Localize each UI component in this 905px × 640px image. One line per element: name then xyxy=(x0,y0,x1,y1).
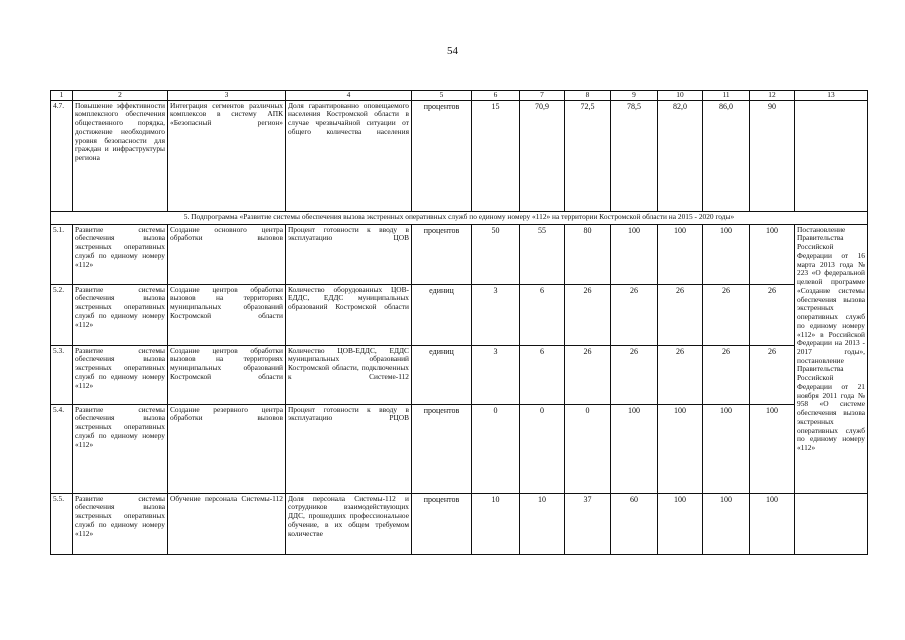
indicator-cell: Процент готовности к вводу в эксплуатацию РЦОВ xyxy=(286,404,412,493)
unit-cell: процентов xyxy=(412,100,472,211)
task-cell: Развитие системы обеспечения вызова экстренных оперативных служб по единому номеру «112» xyxy=(73,404,168,493)
header-cell: 1 xyxy=(51,91,73,101)
value-cell: 26 xyxy=(750,284,795,345)
value-cell: 10 xyxy=(520,493,565,554)
value-cell: 100 xyxy=(750,404,795,493)
unit-cell: процентов xyxy=(412,224,472,284)
value-cell: 26 xyxy=(703,284,750,345)
page-number: 54 xyxy=(447,45,458,57)
unit-cell: единиц xyxy=(412,284,472,345)
value-cell: 100 xyxy=(658,224,703,284)
empty-cell xyxy=(795,493,868,554)
value-cell: 0 xyxy=(472,404,520,493)
measure-cell: Создание центров обработки вызовов на территориях муниципальных образований Костромской области xyxy=(168,284,286,345)
value-cell: 6 xyxy=(520,284,565,345)
table-row-4-7 xyxy=(51,100,868,211)
header-cell: 2 xyxy=(73,91,168,101)
unit-cell: процентов xyxy=(412,493,472,554)
value-cell: 80 xyxy=(565,224,611,284)
indicator-cell: Доля гарантированно оповещаемого населения Костромской области в случае чрезвычайной ситуации от общего количества населения xyxy=(286,100,412,211)
measure-cell: Создание центров обработки вызовов на территориях муниципальных образований Костромской области xyxy=(168,345,286,404)
value-cell: 86,0 xyxy=(703,100,750,211)
value-cell: 3 xyxy=(472,345,520,404)
value-cell: 15 xyxy=(472,100,520,211)
table-row-5-2 xyxy=(51,284,868,345)
indicator-cell: Количество ЦОВ-ЕДДС, ЕДДС муниципальных образований Костромской области, подключенных к Системе-112 xyxy=(286,345,412,404)
value-cell: 90 xyxy=(750,100,795,211)
unit-cell: единиц xyxy=(412,345,472,404)
value-cell: 37 xyxy=(565,493,611,554)
value-cell: 10 xyxy=(472,493,520,554)
indicator-cell: Доля персонала Системы-112 и сотрудников взаимодействующих ДДС, прошедших профессиональное обучение, в их общем требуемом количестве xyxy=(286,493,412,554)
value-cell: 26 xyxy=(565,284,611,345)
value-cell: 100 xyxy=(703,224,750,284)
row-number: 5.1. xyxy=(51,224,73,284)
value-cell: 0 xyxy=(565,404,611,493)
table-row-5-3 xyxy=(51,345,868,404)
value-cell: 26 xyxy=(750,345,795,404)
header-cell: 13 xyxy=(795,91,868,101)
row-number: 4.7. xyxy=(51,100,73,211)
row-number: 5.2. xyxy=(51,284,73,345)
value-cell: 26 xyxy=(565,345,611,404)
column-number-row xyxy=(51,91,868,101)
table-row-5-4 xyxy=(51,404,868,493)
value-cell: 100 xyxy=(658,404,703,493)
subprogram-title: 5. Подпрограмма «Развитие системы обеспечения вызова экстренных оперативных служб по единому номеру «112» на территории Костромской области на 2015 - 2020 годы» xyxy=(51,211,868,224)
subprogram-row xyxy=(51,211,868,224)
row-number: 5.5. xyxy=(51,493,73,554)
legal-basis-cell: Постановление Правительства Российской Федерации от 16 марта 2013 года № 223 «О федеральной целевой программе «Создание системы обеспечения вызова экстренных оперативных служб по единому номеру «112» в Российской Федерации на 2013 - 2017 годы», постановление Правительства Российской Федерации от 21 ноября 2011 года № 958 «О системе обеспечения вызова экстренных оперативных служб по единому номеру «112» xyxy=(795,224,868,493)
value-cell: 100 xyxy=(611,224,658,284)
value-cell: 55 xyxy=(520,224,565,284)
value-cell: 6 xyxy=(520,345,565,404)
value-cell: 50 xyxy=(472,224,520,284)
value-cell: 3 xyxy=(472,284,520,345)
value-cell: 26 xyxy=(658,345,703,404)
measure-cell: Интеграция сегментов различных комплексов в систему АПК «Безопасный регион» xyxy=(168,100,286,211)
value-cell: 100 xyxy=(750,224,795,284)
value-cell: 26 xyxy=(703,345,750,404)
table-row-5-5 xyxy=(51,493,868,554)
task-cell: Развитие системы обеспечения вызова экстренных оперативных служб по единому номеру «112» xyxy=(73,345,168,404)
measure-cell: Обучение персонала Системы-112 xyxy=(168,493,286,554)
row-number: 5.3. xyxy=(51,345,73,404)
empty-cell xyxy=(795,100,868,211)
header-cell: 4 xyxy=(286,91,412,101)
value-cell: 100 xyxy=(750,493,795,554)
value-cell: 78,5 xyxy=(611,100,658,211)
header-cell: 5 xyxy=(412,91,472,101)
task-cell: Развитие системы обеспечения вызова экстренных оперативных служб по единому номеру «112» xyxy=(73,493,168,554)
value-cell: 26 xyxy=(658,284,703,345)
value-cell: 82,0 xyxy=(658,100,703,211)
value-cell: 100 xyxy=(703,493,750,554)
header-cell: 8 xyxy=(565,91,611,101)
value-cell: 60 xyxy=(611,493,658,554)
header-cell: 10 xyxy=(658,91,703,101)
value-cell: 70,9 xyxy=(520,100,565,211)
header-cell: 3 xyxy=(168,91,286,101)
value-cell: 72,5 xyxy=(565,100,611,211)
value-cell: 100 xyxy=(703,404,750,493)
value-cell: 0 xyxy=(520,404,565,493)
value-cell: 100 xyxy=(658,493,703,554)
unit-cell: процентов xyxy=(412,404,472,493)
task-cell: Развитие системы обеспечения вызова экстренных оперативных служб по единому номеру «112» xyxy=(73,284,168,345)
header-cell: 9 xyxy=(611,91,658,101)
header-cell: 11 xyxy=(703,91,750,101)
value-cell: 26 xyxy=(611,345,658,404)
header-cell: 6 xyxy=(472,91,520,101)
measure-cell: Создание резервного центра обработки вызовов xyxy=(168,404,286,493)
indicators-table xyxy=(50,90,868,555)
task-cell: Повышение эффективности комплексного обеспечения общественного порядка, достижение необходимого уровня безопасности для граждан и инфраструктуры региона xyxy=(73,100,168,211)
table-row-5-1 xyxy=(51,224,868,284)
row-number: 5.4. xyxy=(51,404,73,493)
header-cell: 7 xyxy=(520,91,565,101)
value-cell: 26 xyxy=(611,284,658,345)
measure-cell: Создание основного центра обработки вызовов xyxy=(168,224,286,284)
value-cell: 100 xyxy=(611,404,658,493)
indicator-cell: Процент готовности к вводу в эксплуатацию ЦОВ xyxy=(286,224,412,284)
indicator-cell: Количество оборудованных ЦОВ-ЕДДС, ЕДДС муниципальных образований Костромской области xyxy=(286,284,412,345)
task-cell: Развитие системы обеспечения вызова экстренных оперативных служб по единому номеру «112» xyxy=(73,224,168,284)
header-cell: 12 xyxy=(750,91,795,101)
